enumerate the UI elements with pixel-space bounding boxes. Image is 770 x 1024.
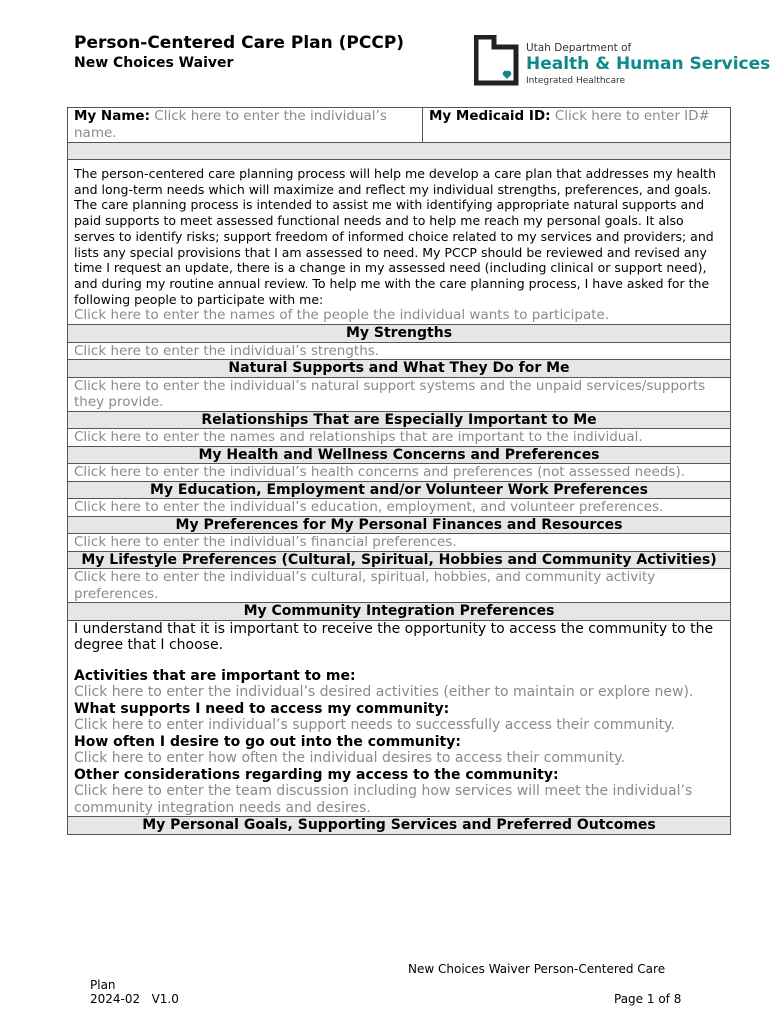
section-heading: My Community Integration Preferences xyxy=(68,603,731,621)
section-heading: Relationships That are Especially Important to Me xyxy=(68,411,731,429)
footer-doc-title: New Choices Waiver Person-Centered Care xyxy=(408,962,666,976)
footer-doc-title-cont: Plan xyxy=(90,978,116,992)
lifestyle-input[interactable]: Click here to enter the individual’s cultural, spiritual, hobbies, and community activity preferences. xyxy=(68,569,731,603)
name-label: My Name: xyxy=(74,108,150,124)
community-cell xyxy=(68,620,731,817)
section-heading: My Lifestyle Preferences (Cultural, Spiritual, Hobbies and Community Activities) xyxy=(68,551,731,569)
section-heading: My Health and Wellness Concerns and Preferences xyxy=(68,446,731,464)
finances-input[interactable]: Click here to enter the individual’s financial preferences. xyxy=(68,534,731,552)
page-title: Person-Centered Care Plan (PCCP) xyxy=(74,33,405,53)
section-heading: My Strengths xyxy=(68,325,731,343)
intro-text: The person-centered care planning process will help me develop a care plan that addresses my health and long-term needs which will maximize and reflect my individual strengths, preferences, and goals. The care planning process is intended to assist me with identifying appropriate natural supports and paid supports to meet assessed functional needs and to help me reach my personal goals. It also serves to identify risks; support freedom of informed choice related to my services and providers; and lists any special provisions that I am assessed to need. My PCCP should be reviewed and revised any time I request an update, there is a change in my assessed need (including clinical or support need), and during my routine annual review. To help me with the care planning process, I have asked for the following people to participate with me: xyxy=(74,166,717,307)
spacer-row xyxy=(68,143,731,160)
section-heading: My Personal Goals, Supporting Services and Preferred Outcomes xyxy=(68,817,731,835)
medicaid-id-input[interactable]: Click here to enter ID# xyxy=(554,108,710,124)
page-subtitle: New Choices Waiver xyxy=(74,55,234,71)
strengths-input[interactable]: Click here to enter the individual’s strengths. xyxy=(68,342,731,360)
community-statement: I understand that it is important to receive the opportunity to access the community to the degree that I choose. xyxy=(74,620,714,654)
supports-label: What supports I need to access my community: xyxy=(74,700,450,717)
education-employment-input[interactable]: Click here to enter the individual’s education, employment, and volunteer preferences. xyxy=(68,499,731,517)
medicaid-id-label: My Medicaid ID: xyxy=(429,108,551,124)
logo-text-line1: Utah Department of xyxy=(526,42,632,54)
activities-input[interactable]: Click here to enter the individual’s desired activities (either to maintain or explore new). xyxy=(74,684,694,701)
footer-version: 2024-02 V1.0 xyxy=(90,992,179,1006)
activities-label: Activities that are important to me: xyxy=(74,667,356,684)
relationships-input[interactable]: Click here to enter the names and relationships that are important to the individual. xyxy=(68,429,731,447)
other-considerations-label: Other considerations regarding my access to the community: xyxy=(74,766,559,783)
logo-text-line3: Integrated Healthcare xyxy=(526,76,626,86)
section-heading: My Education, Employment and/or Volunteer Work Preferences xyxy=(68,481,731,499)
supports-input[interactable]: Click here to enter individual’s support needs to successfully access their community. xyxy=(74,717,675,734)
section-heading: Natural Supports and What They Do for Me xyxy=(68,360,731,378)
other-considerations-input[interactable]: Click here to enter the team discussion including how services will meet the individual’s community integration needs and desires. xyxy=(74,783,693,816)
health-wellness-input[interactable]: Click here to enter the individual’s health concerns and preferences (not assessed needs). xyxy=(68,464,731,482)
medicaid-id-field[interactable] xyxy=(423,108,731,143)
participants-input[interactable]: Click here to enter the names of the people the individual wants to participate. xyxy=(74,307,610,324)
section-heading: My Preferences for My Personal Finances and Resources xyxy=(68,516,731,534)
name-input[interactable]: Click here to enter the individual’s name. xyxy=(74,108,387,141)
footer-page-number: Page 1 of 8 xyxy=(614,992,682,1006)
name-field[interactable] xyxy=(68,108,423,143)
natural-supports-input[interactable]: Click here to enter the individual’s natural support systems and the unpaid services/supports they provide. xyxy=(68,377,731,411)
frequency-input[interactable]: Click here to enter how often the individual desires to access their community. xyxy=(74,750,626,767)
intro-cell[interactable] xyxy=(68,160,731,325)
care-plan-form xyxy=(67,107,731,835)
logo-text-line2: Health & Human Services xyxy=(526,54,770,74)
frequency-label: How often I desire to go out into the community: xyxy=(74,733,461,750)
